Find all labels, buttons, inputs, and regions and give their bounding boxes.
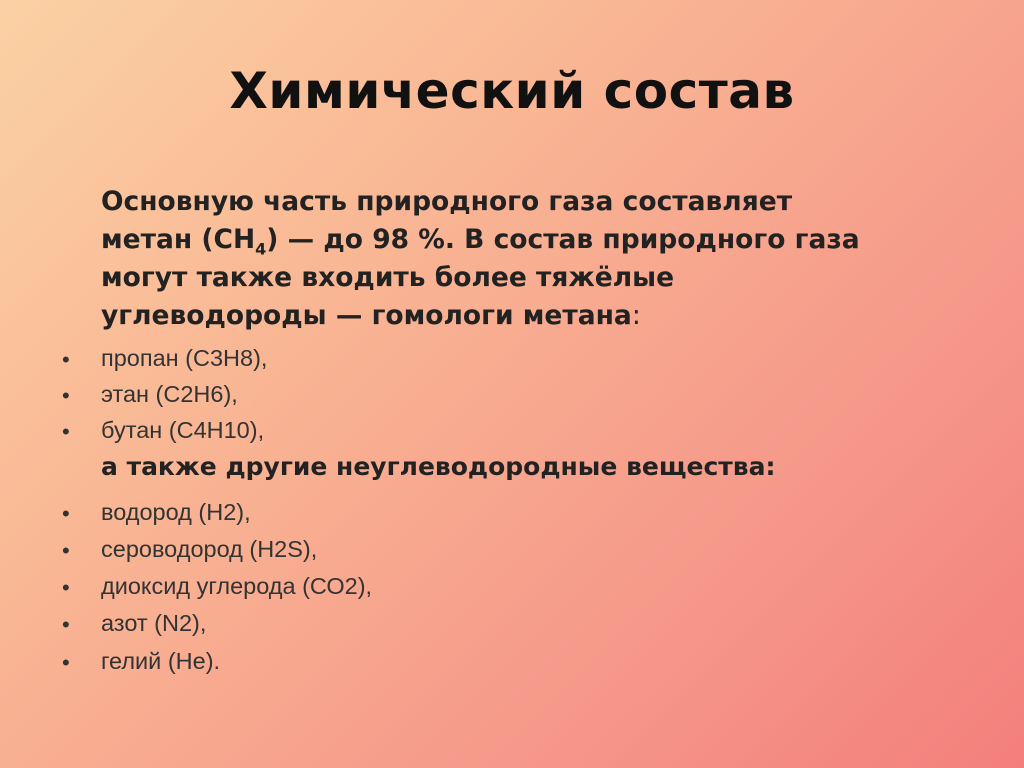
methane-subscript: 4: [255, 239, 267, 259]
bullet-icon: •: [62, 383, 70, 408]
intro-line-2-end: ) — до 98 %. В состав природного газа: [266, 224, 860, 255]
list-item: [0, 413, 1024, 449]
list-item: [0, 377, 1024, 413]
intro-line-2: [101, 221, 961, 259]
non-hydrocarbon-item: водород (H2),: [101, 499, 251, 525]
intro-line-2-start: метан (CH: [101, 224, 256, 255]
hydrocarbon-item: этан (C2H6),: [101, 381, 238, 407]
non-hydrocarbon-heading: а также другие неуглеводородные вещества:: [101, 452, 776, 481]
bullet-icon: •: [62, 419, 70, 444]
intro-line-1: Основную часть природного газа составляет: [101, 186, 793, 217]
non-hydrocarbon-item: сероводород (H2S),: [101, 536, 318, 562]
list-item: [0, 341, 1024, 377]
intro-line-3: могут также входить более тяжёлые: [101, 262, 675, 293]
intro-line-4-colon: :: [631, 300, 641, 331]
hydrocarbon-item: бутан (C4H10),: [101, 417, 265, 443]
bullet-icon: •: [62, 347, 70, 372]
bullet-icon: •: [62, 538, 70, 563]
bullet-icon: •: [62, 612, 70, 637]
non-hydrocarbon-item: азот (N2),: [101, 610, 207, 636]
list-item: [0, 644, 1024, 680]
non-hydrocarbon-item: диоксид углерода (СО2),: [101, 573, 373, 599]
list-item: [0, 495, 1024, 531]
list-item: [0, 606, 1024, 642]
intro-line-4: [101, 297, 961, 335]
bullet-icon: •: [62, 650, 70, 675]
intro-line-4-text: углеводороды — гомологи метана: [101, 300, 632, 331]
non-hydrocarbon-item: гелий (Не).: [101, 648, 221, 674]
list-item: [0, 532, 1024, 568]
bullet-icon: •: [62, 575, 70, 600]
hydrocarbon-item: пропан (C3H8),: [101, 345, 268, 371]
list-item: [0, 569, 1024, 605]
bullet-icon: •: [62, 501, 70, 526]
intro-paragraph: [101, 183, 961, 335]
slide-title: Химический состав: [229, 62, 795, 120]
